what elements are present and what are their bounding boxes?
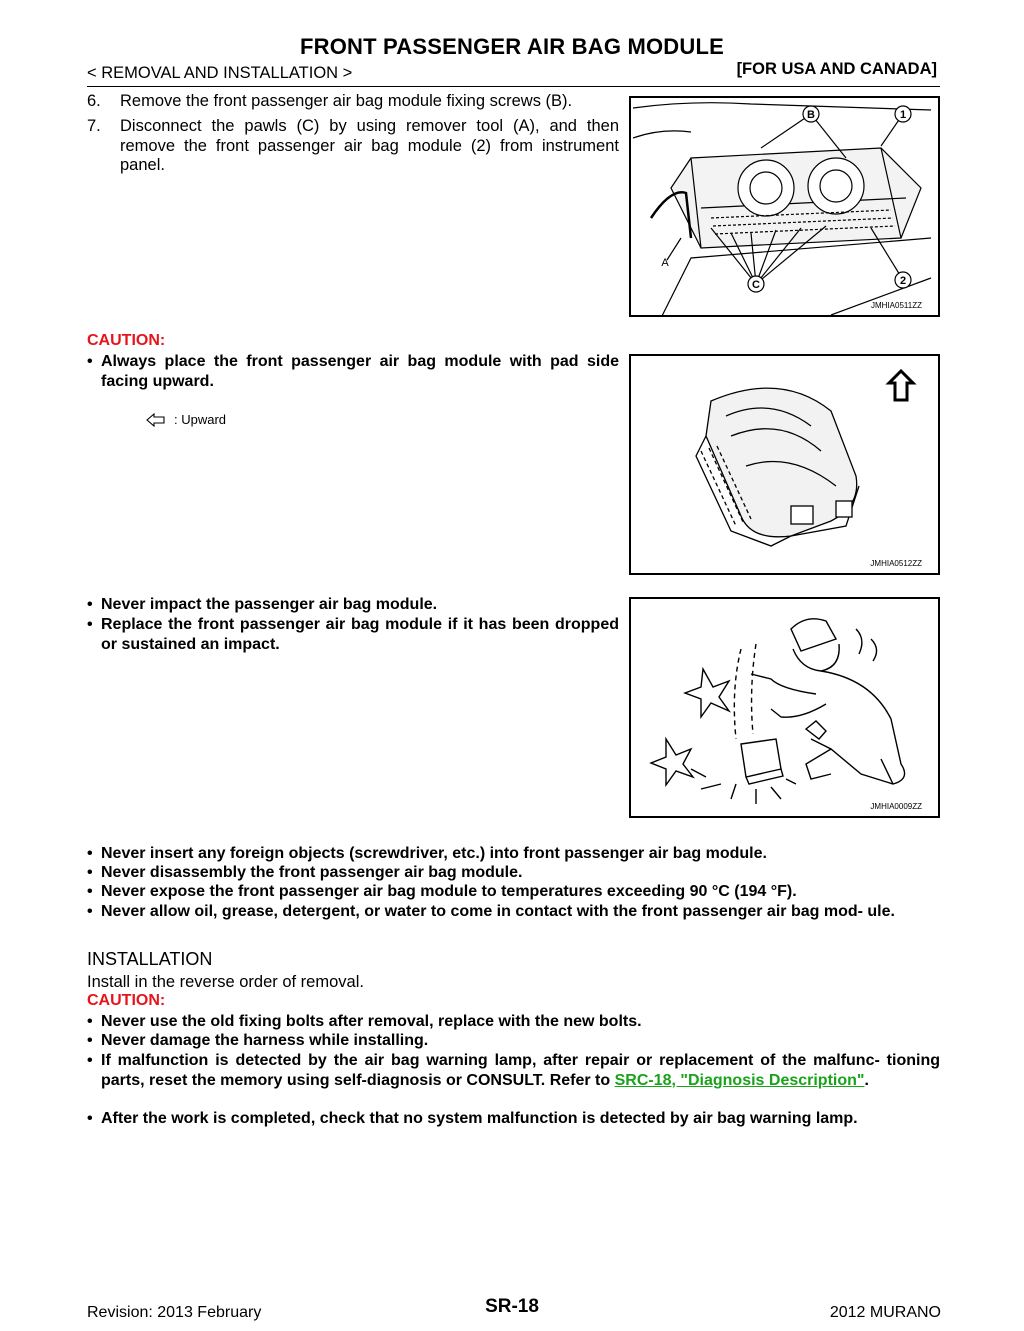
installation-heading: INSTALLATION [87, 949, 213, 969]
bullet-text: Never expose the front passenger air bag module to temperatures exceeding 90 °C (194 °F). [101, 883, 797, 900]
upward-arrow-icon [146, 413, 166, 427]
bullet-text: Never impact the passenger air bag module. [101, 596, 438, 613]
header-rule [87, 86, 940, 87]
instrument-panel-illustration [631, 98, 938, 315]
caution-label: CAUTION: [87, 332, 166, 349]
step-number: 6. [87, 92, 101, 110]
diagnosis-description-link[interactable]: SRC-18, "Diagnosis Description" [614, 1071, 865, 1089]
footer-model: 2012 MURANO [829, 1304, 941, 1321]
bullet-text [101, 1051, 940, 1090]
installation-text: Install in the reverse order of removal. [87, 973, 364, 991]
figure-pad-side-up [629, 354, 940, 575]
page-number: SR-18 [485, 1296, 539, 1317]
bullet-text: Never damage the harness while installing. [101, 1032, 429, 1049]
figure-code: JMHIA0512ZZ [870, 559, 922, 568]
bullet-dot: • [87, 903, 93, 920]
bullet-text: Replace the front passenger air bag module if it has been dropped or sustained an impact. [101, 616, 619, 653]
bullet-text: Never use the old fixing bolts after removal, replace with the new bolts. [101, 1013, 642, 1030]
caution-bullet [87, 1031, 940, 1051]
bullet-dot: • [87, 353, 93, 370]
callout-1: 1 [899, 109, 907, 121]
step-7 [87, 117, 619, 177]
step-text: Disconnect the pawls (C) by using remover tool (A), and then remove the front passenger air bag module (2) from instrument panel. [120, 117, 619, 174]
caution-label: CAUTION: [87, 992, 166, 1009]
bullet-text-main: If malfunction is detected by the air bag warning lamp, after repair or replacement of the malfunc- tioning parts, reset the memory using self-diagnosis or CONSULT. Refer to [101, 1052, 940, 1089]
bullet-dot: • [87, 883, 93, 900]
bullet-text: Never disassembly the front passenger air bag module. [101, 864, 523, 881]
bullet-dot: • [87, 1013, 93, 1030]
bullet-dot: • [87, 1052, 93, 1069]
figure-code: JMHIA0009ZZ [870, 802, 922, 811]
callout-a: A [661, 257, 669, 269]
callout-c: C [752, 279, 760, 291]
caution-bullet [87, 595, 619, 615]
caution-bullet [87, 1051, 940, 1111]
bullet-text: Never insert any foreign objects (screwdriver, etc.) into front passenger air bag module. [101, 845, 767, 862]
figure-dropped-module [629, 597, 940, 818]
bullet-text: After the work is completed, check that no system malfunction is detected by air bag warning lamp. [101, 1110, 858, 1127]
upward-legend [146, 412, 226, 427]
caution-bullet [87, 1012, 940, 1032]
footer-revision: Revision: 2013 February [87, 1304, 262, 1321]
callout-b: B [807, 109, 815, 121]
bullet-text-end: . [864, 1071, 869, 1089]
bullet-dot: • [87, 596, 93, 613]
bullet-dot: • [87, 616, 93, 633]
step-number: 7. [87, 117, 101, 135]
figure-removal-diagram [629, 96, 940, 317]
caution-bullet [87, 844, 940, 864]
bullet-dot: • [87, 864, 93, 881]
caution-bullet [87, 352, 619, 392]
bullet-dot: • [87, 1110, 93, 1127]
page-title: FRONT PASSENGER AIR BAG MODULE [299, 34, 724, 59]
caution-bullet [87, 1109, 940, 1129]
bullet-dot: • [87, 845, 93, 862]
callout-2: 2 [899, 275, 907, 287]
step-text: Remove the front passenger air bag module fixing screws (B). [120, 92, 573, 110]
bullet-text: Always place the front passenger air bag module with pad side facing upward. [101, 353, 619, 390]
dropped-airbag-illustration [631, 599, 938, 816]
bullet-text: Never allow oil, grease, detergent, or water to come in contact with the front passenger air bag mod- ule. [101, 903, 895, 920]
region-label: [FOR USA AND CANADA] [736, 60, 937, 78]
step-6 [87, 92, 619, 112]
section-label: < REMOVAL AND INSTALLATION > [87, 64, 353, 82]
legend-text: : Upward [174, 412, 227, 427]
caution-bullet [87, 882, 940, 902]
airbag-module-illustration [631, 356, 938, 573]
figure-code: JMHIA0511ZZ [871, 301, 922, 310]
caution-bullet [87, 615, 619, 655]
caution-bullet [87, 863, 940, 883]
bullet-dot: • [87, 1032, 93, 1049]
caution-bullet [87, 902, 940, 942]
